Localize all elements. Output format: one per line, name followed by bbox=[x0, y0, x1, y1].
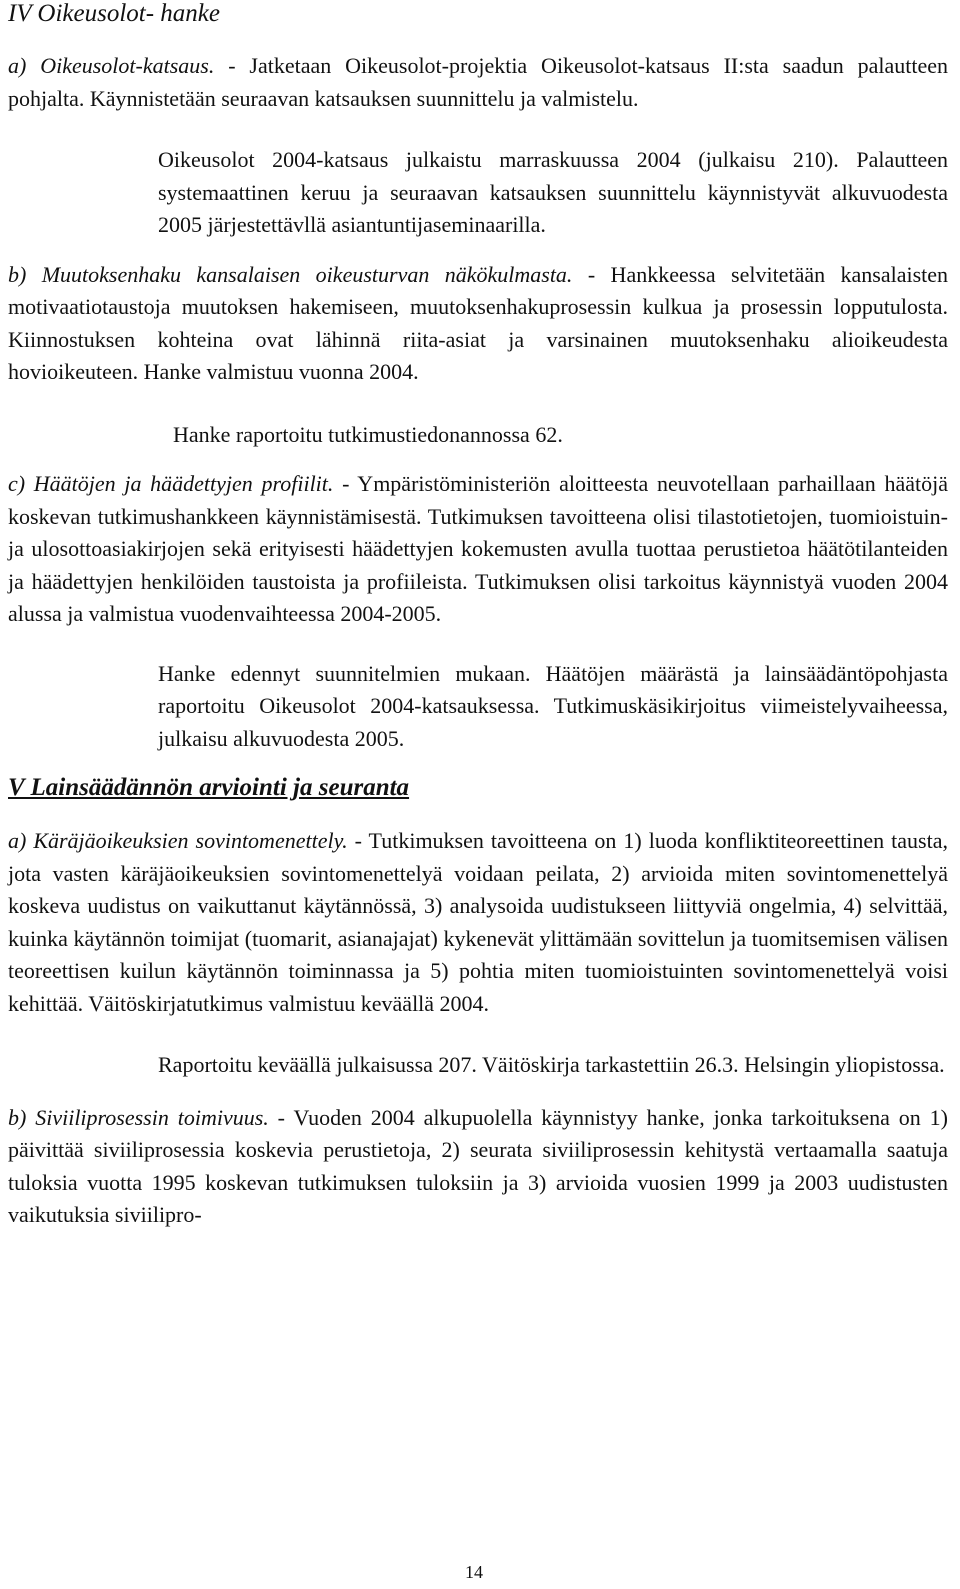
section-v-a-paragraph bbox=[8, 825, 948, 1020]
section-iv-heading: IV Oikeusolot- hanke bbox=[8, 0, 220, 27]
document-page bbox=[8, 0, 948, 1232]
section-iv-a-lead: a) Oikeusolot-katsaus. bbox=[8, 53, 215, 78]
section-iv-c-paragraph bbox=[8, 468, 948, 631]
section-iv-a-status: Oikeusolot 2004-katsaus julkaistu marraskuussa 2004 (julkaisu 210). Palautteen systemaattinen keruu ja seuraavan katsauksen suunnittelu käynnistyvät alkuvuodesta 2005 järjestettävllä asiantuntijaseminaarilla. bbox=[158, 147, 948, 237]
section-iv-a-text: - Jatketaan Oikeusolot-projektia Oikeusolot-katsaus II:sta saadun palautteen pohjalta. Käynnistetään seuraavan katsauksen suunnittelu ja valmistelu. bbox=[8, 53, 948, 111]
section-iv-b-status: Hanke raportoitu tutkimustiedonannossa 62. bbox=[173, 421, 563, 447]
section-v-b-text: - Vuoden 2004 alkupuolella käynnistyy hanke, jonka tarkoituksena on 1) päivittää siviiliprosessia koskevia perustietoja, 2) seurata siviiliprosessin kehitystä vertaamalla saatuja tuloksia vuotta 1995 koskevan tutkimuksen tuloksiin ja 3) arvioida vuosien 1999 ja 2003 uudistusten vaikutuksia siviilipro- bbox=[8, 1104, 948, 1227]
section-iv-b-text: - Hankkeessa selvitetään kansalaisten motivaatiotaustoja muutoksen hakemiseen, muutoksenhakuprosessin kulkua ja prosessin lopputulosta. Kiinnostuksen kohteina ovat lähinnä riita-asiat ja varsinainen muutoksenhaku alioikeudesta hovioikeuteen. Hanke valmistuu vuonna 2004. bbox=[8, 261, 949, 384]
section-iv-c-lead: c) Häätöjen ja häädettyjen profiilit. bbox=[8, 471, 334, 496]
section-iv-c-text: - Ympäristöministeriön aloitteesta neuvotellaan parhaillaan häätöjä koskevan tutkimushankkeen käynnistämisestä. Tutkimuksen tavoitteena olisi tilastotietojen, tuomioistuin- ja ulosottoasiakirjojen sekä erityisesti häädettyjen kokemusten avulla tuottaa perustietoa häätötilanteiden ja häädettyjen henkilöiden taustoista ja profiileista. Tutkimuksen olisi tarkoitus käynnistyä vuoden 2004 alussa ja valmistua vuodenvaihteessa 2004-2005. bbox=[8, 471, 948, 626]
section-iv-b-lead: b) Muutoksenhaku kansalaisen oikeusturvan näkökulmasta. bbox=[8, 261, 573, 287]
section-v-a-lead: a) Käräjäoikeuksien sovintomenettely. bbox=[8, 828, 348, 853]
section-v-a-text: - Tutkimuksen tavoitteena on 1) luoda konfliktiteoreettinen tausta, jota vasten käräjäoikeuksien sovintomenettelyä voidaan peilata, 2) arvioida miten sovintomenettelyä koskeva uudistus on vaikuttanut käytännössä, 3) analysoida uudistukseen liittyviä ongelmia, 4) selvittää, kuinka käytännön toimijat (tuomarit, asianajajat) kykenevät ylittämään sovittelun ja tuomitsemisen välisen teoreettisen kuilun käytännön toiminnassa ja 5) pohtia miten tuomioistuinten sovintomenettelyä voisi kehittää. Väitöskirjatutkimus valmistuu keväällä 2004. bbox=[8, 828, 948, 1016]
section-v-b-paragraph bbox=[8, 1102, 948, 1232]
section-iv-c-status: Hanke edennyt suunnitelmien mukaan. Häätöjen määrästä ja lainsäädäntöpohjasta raportoitu Oikeusolot 2004-katsauksessa. Tutkimuskäsikirjoitus viimeistelyvaiheessa, julkaisu alkuvuodesta 2005. bbox=[158, 660, 948, 751]
section-iv-b-paragraph bbox=[8, 259, 948, 389]
section-v-b-lead: b) Siviiliprosessin toimivuus. bbox=[8, 1104, 269, 1130]
section-v-heading: V Lainsäädännön arviointi ja seuranta bbox=[8, 774, 410, 801]
page-number: 14 bbox=[465, 1562, 483, 1582]
section-iv-a-paragraph bbox=[8, 50, 948, 115]
section-v-a-status: Raportoitu keväällä julkaisussa 207. Väitöskirja tarkastettiin 26.3. Helsingin yliopistossa. bbox=[158, 1052, 945, 1077]
